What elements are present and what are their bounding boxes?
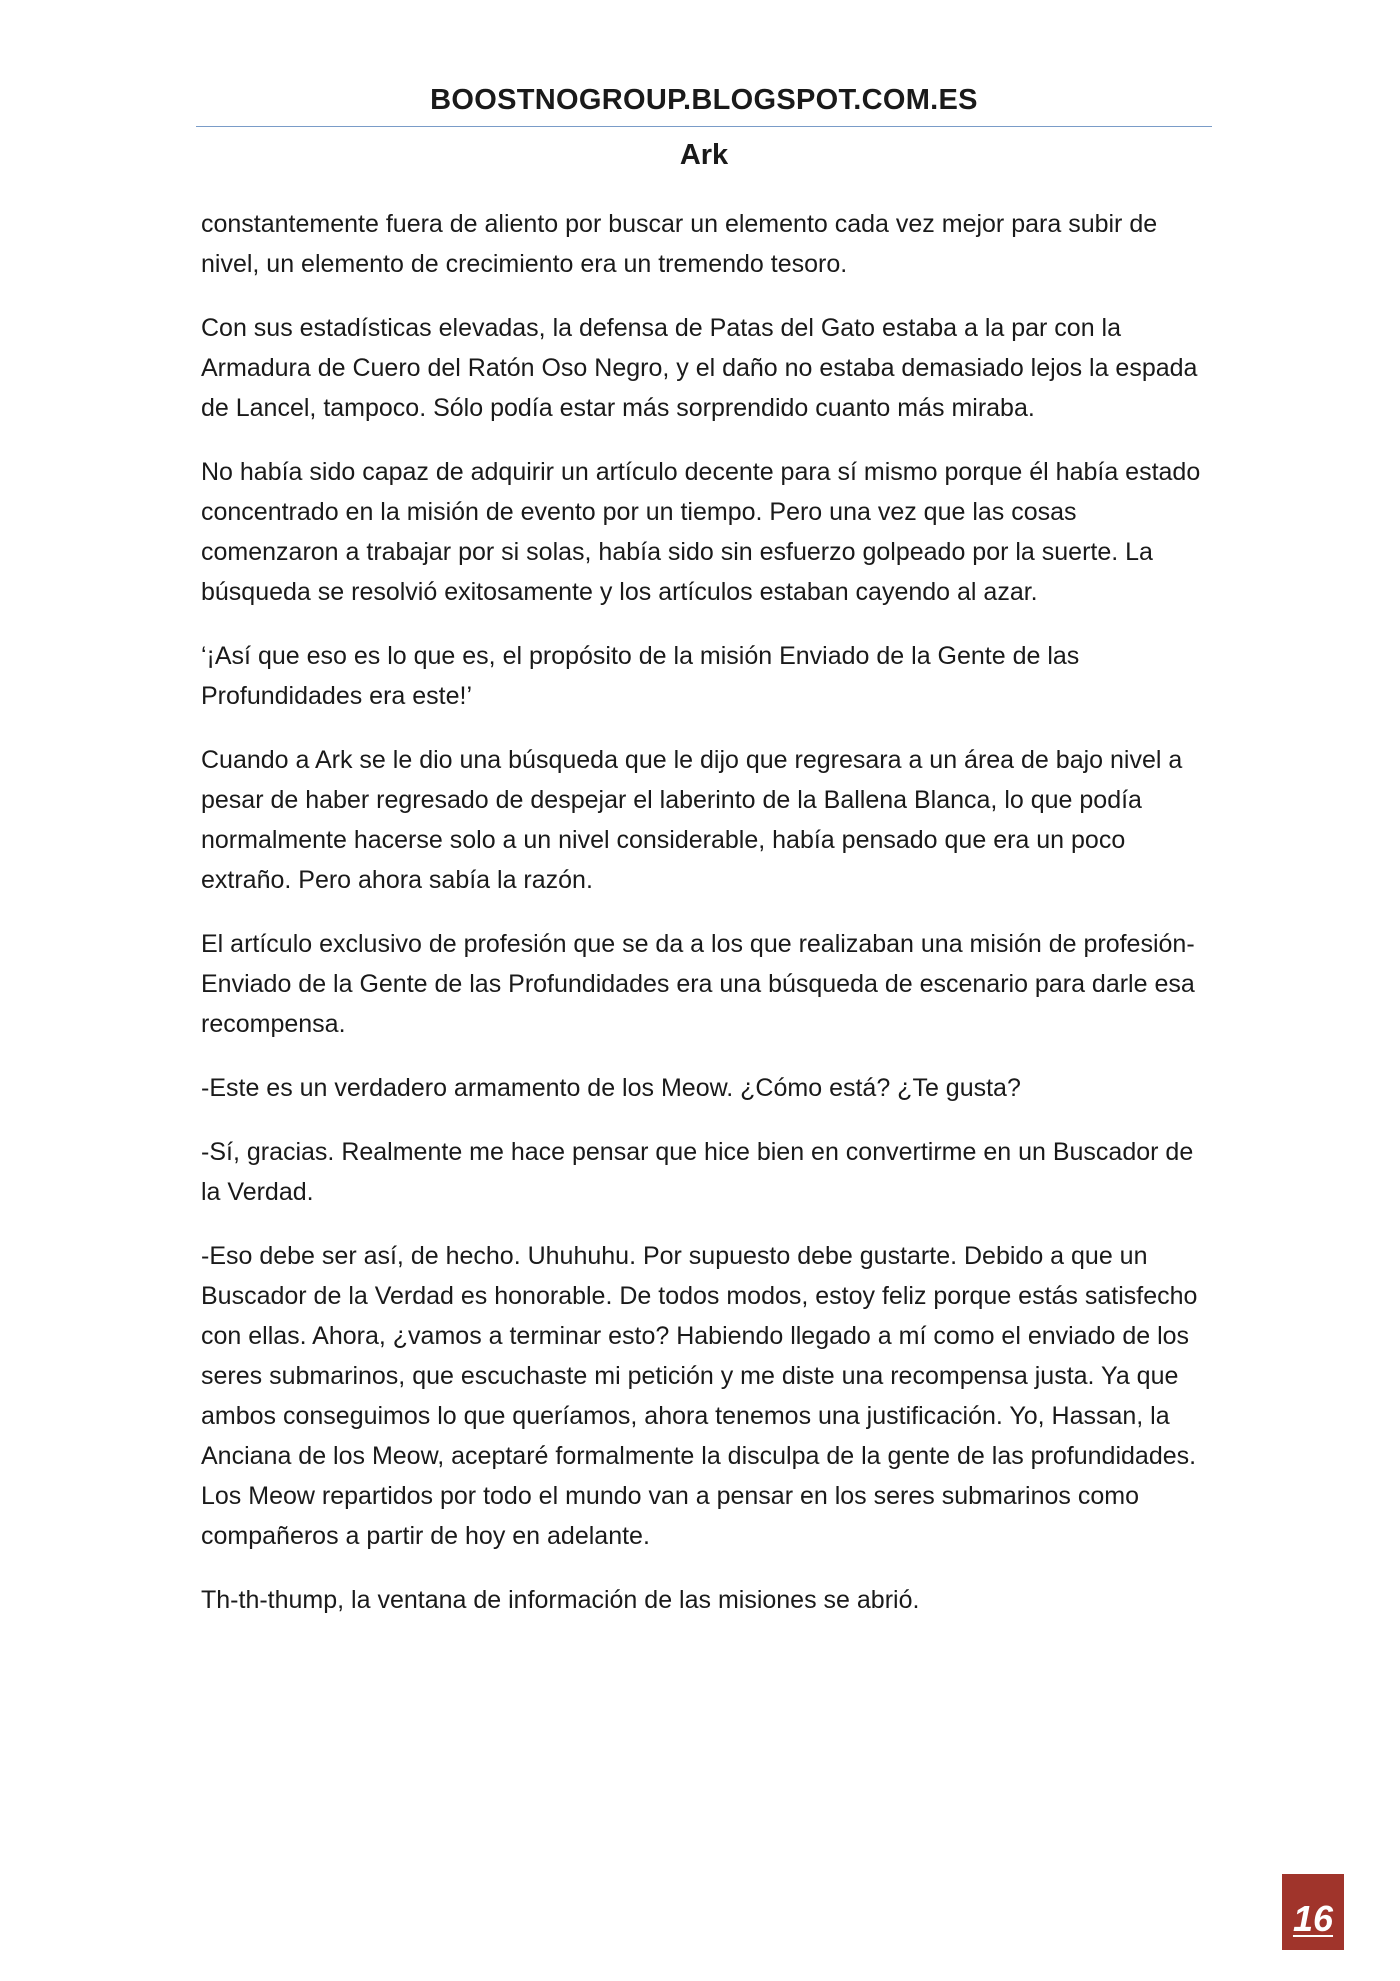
paragraph: constantemente fuera de aliento por buscar un elemento cada vez mejor para subir de nivel, un elemento de crecimiento era un tremendo tesoro. bbox=[201, 210, 1158, 278]
paragraph: -Eso debe ser así, de hecho. Uhuhuhu. Por supuesto debe gustarte. Debido a que un Buscador de la Verdad es honorable. De todos modos, estoy feliz porque estás satisfecho con ellas. Ahora, ¿vamos a terminar esto? Habiendo llegado a mí como el enviado de los seres submarinos, que escuchaste mi petición y me diste una recompensa justa. Ya que ambos conseguimos lo que queríamos, ahora tenemos una justificación. Yo, Hassan, la Anciana de los Meow, aceptaré formalmente la disculpa de la gente de las profundidades. Los Meow repartidos por todo el mundo van a pensar en los seres submarinos como compañeros a partir de hoy en adelante. bbox=[201, 1242, 1198, 1550]
page-number-badge bbox=[1282, 1874, 1344, 1950]
book-title: Ark bbox=[679, 139, 729, 171]
paragraph: El artículo exclusivo de profesión que se da a los que realizaban una misión de profesión- Enviado de la Gente de las Profundidades era una búsqueda de escenario para darle esa recompensa. bbox=[201, 930, 1195, 1038]
paragraph: Cuando a Ark se le dio una búsqueda que le dijo que regresara a un área de bajo nivel a pesar de haber regresado de despejar el laberinto de la Ballena Blanca, lo que podía normalmente hacerse solo a un nivel considerable, había pensado que era un poco extraño. Pero ahora sabía la razón. bbox=[201, 746, 1183, 894]
paragraph: No había sido capaz de adquirir un artículo decente para sí mismo porque él había estado concentrado en la misión de evento por un tiempo. Pero una vez que las cosas comenzaron a trabajar por si solas, había sido sin esfuerzo golpeado por la suerte. La búsqueda se resolvió exitosamente y los artículos estaban cayendo al azar. bbox=[201, 458, 1201, 606]
page-number: 16 bbox=[1292, 1898, 1334, 1939]
paragraph: -Sí, gracias. Realmente me hace pensar que hice bien en convertirme en un Buscador de la Verdad. bbox=[201, 1138, 1194, 1206]
paragraph: ‘¡Así que eso es lo que es, el propósito de la misión Enviado de la Gente de las Profundidades era este!’ bbox=[201, 642, 1080, 710]
paragraph: Con sus estadísticas elevadas, la defensa de Patas del Gato estaba a la par con la Armadura de Cuero del Ratón Oso Negro, y el daño no estaba demasiado lejos la espada de Lancel, tampoco. Sólo podía estar más sorprendido cuanto más miraba. bbox=[201, 314, 1198, 422]
body-text bbox=[201, 204, 1211, 1644]
page-header bbox=[196, 80, 1212, 175]
site-title: BOOSTNOGROUP.BLOGSPOT.COM.ES bbox=[196, 80, 1212, 127]
paragraph: -Este es un verdadero armamento de los Meow. ¿Cómo está? ¿Te gusta? bbox=[201, 1074, 1021, 1102]
paragraph: Th-th-thump, la ventana de información de las misiones se abrió. bbox=[201, 1586, 920, 1614]
